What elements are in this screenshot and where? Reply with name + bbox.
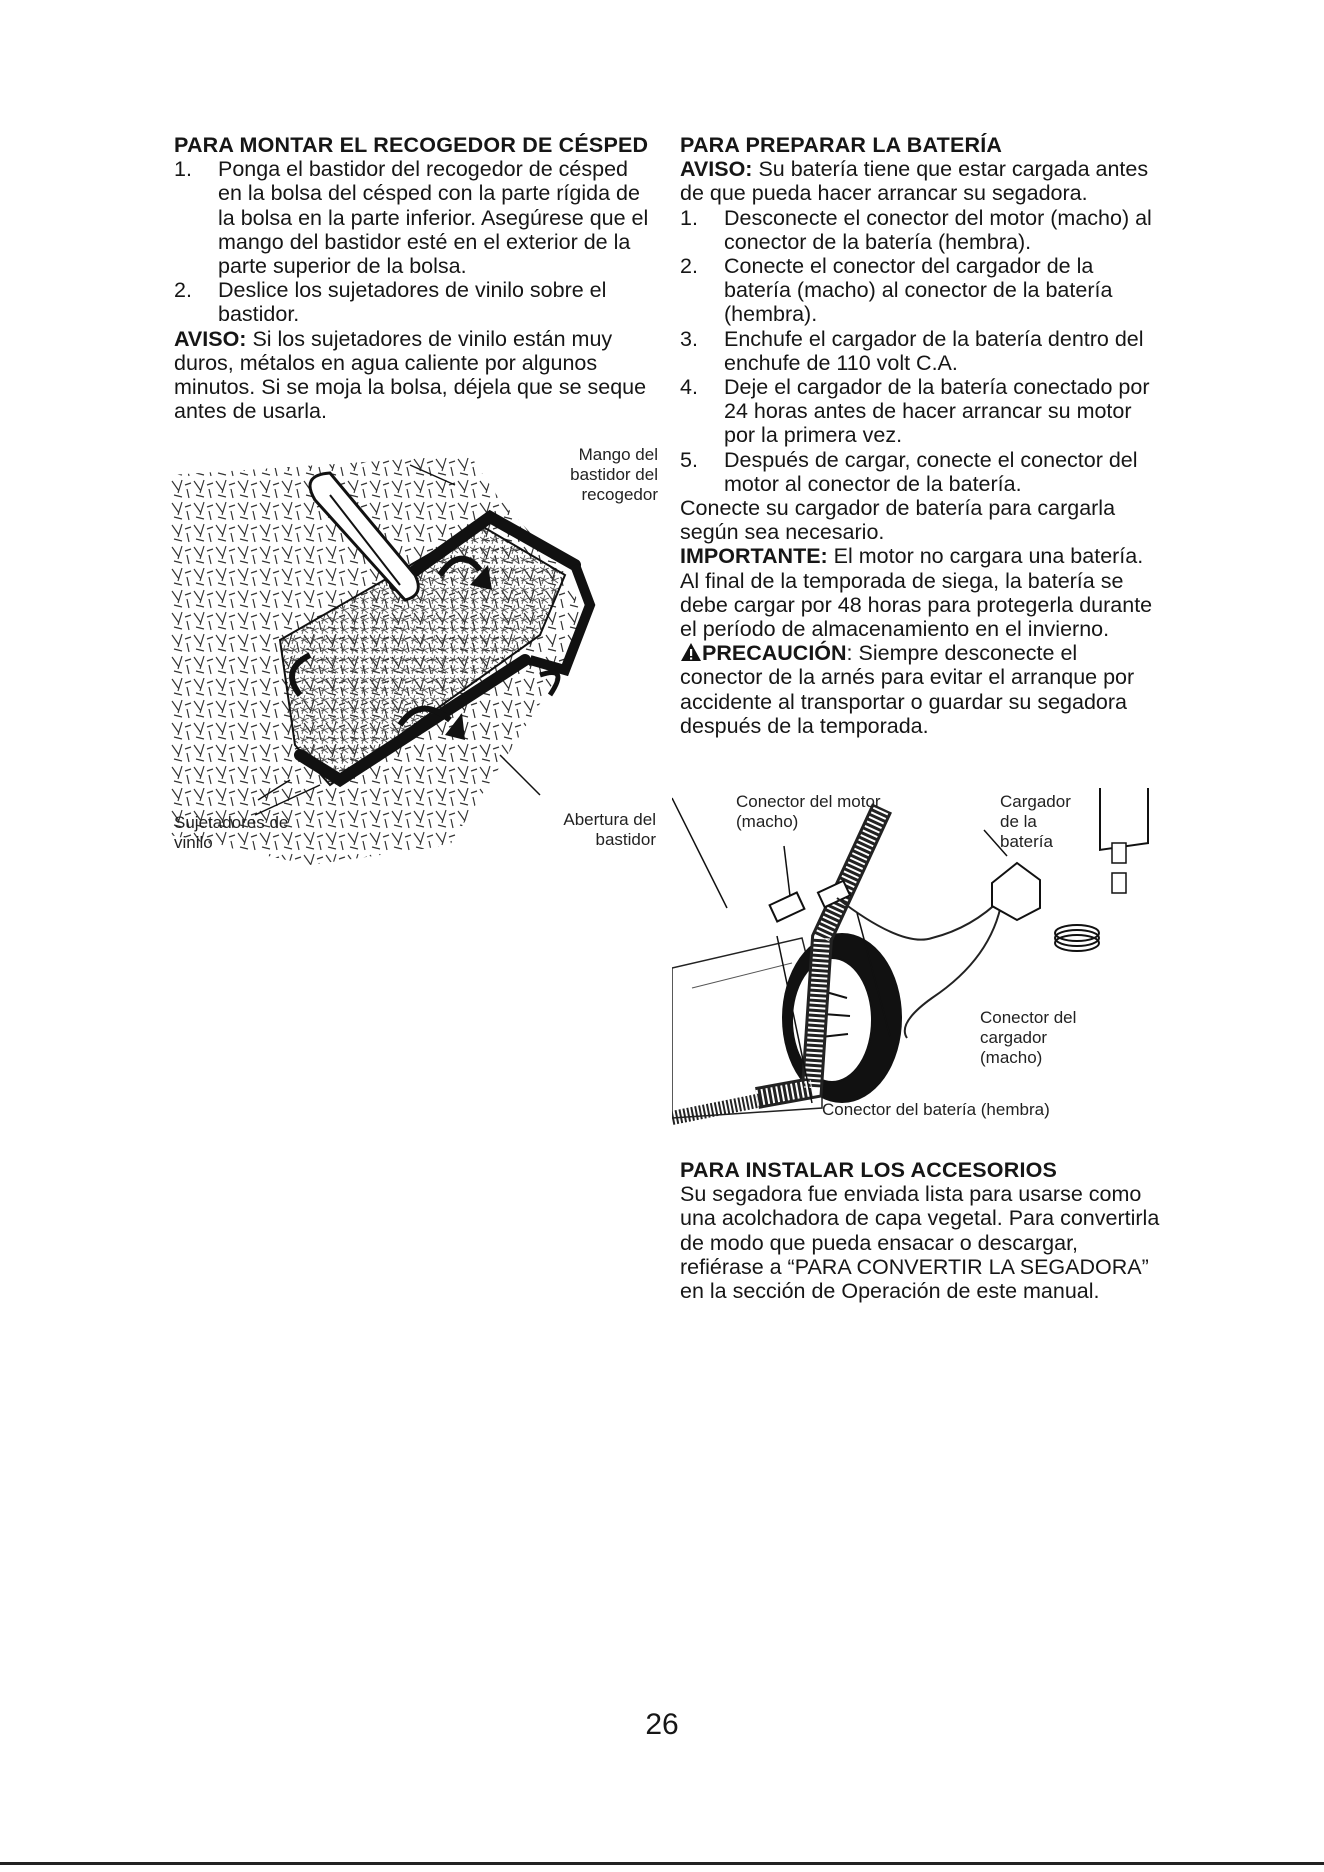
- important-paragraph: IMPORTANTE: El motor no cargara una batería.: [680, 544, 1144, 569]
- section-heading-accessories: PARA INSTALAR LOS ACCESORIOS: [680, 1158, 1058, 1182]
- charge-paragraph: Conecte su cargador de batería para cargarla según sea necesario.: [680, 496, 1116, 545]
- list-item: 3. Enchufe el cargador de la batería dentro del enchufe de 110 volt C.A.: [680, 326, 1144, 375]
- assembly-steps: [174, 157, 654, 326]
- battery-charger-illustration: [672, 788, 1172, 1128]
- list-item: 2. Conecte el conector del cargador de la batería (macho) al conector de la batería (hembra).: [680, 254, 1113, 327]
- page-number: 26: [645, 1708, 679, 1741]
- section-heading-grass-catcher: PARA MONTAR EL RECOGEDOR DE CÉSPED: [174, 133, 649, 157]
- list-item: 1. Ponga el bastidor del recogedor de césped en la bolsa del césped con la parte rígida de la bolsa en la parte inferior. Asegúrese que el mango del bastidor esté en el exterior de la parte superior de la bolsa.: [174, 157, 649, 279]
- accessories-paragraph: Su segadora fue enviada lista para usarse como una acolchadora de capa vegetal. Para convertirla de modo que pueda ensacar o descargar, refiérase a “PARA CONVERTIR LA SEGADORA” en la sección de Operación de este manual.: [680, 1182, 1160, 1304]
- bottom-rule: [0, 1862, 1324, 1865]
- section-heading-battery: PARA PREPARAR LA BATERÍA: [680, 133, 1003, 157]
- label-frame-opening: Abertura del bastidor: [563, 810, 656, 849]
- notice-paragraph: AVISO: Su batería tiene que estar cargada antes de que pueda hacer arrancar su segadora.: [680, 157, 1149, 206]
- battery-charger-drawing: [672, 788, 1172, 1128]
- list-item: 5. Después de cargar, conecte el conector del motor al conector de la batería.: [680, 447, 1138, 496]
- label-handle: Mango del bastidor del recogedor: [570, 445, 658, 504]
- list-item: 4. Deje el cargador de la batería conectado por 24 horas antes de hacer arrancar su motor por la primera vez.: [680, 375, 1150, 448]
- label-charger-connector: Conector del cargador (macho): [980, 1008, 1077, 1067]
- label-vinyl-clips: Sujetadores de vinilo: [174, 813, 289, 852]
- grass-catcher-illustration: [170, 445, 660, 865]
- grass-catcher-drawing: [170, 455, 660, 865]
- label-motor-connector: Conector del motor (macho): [736, 792, 881, 831]
- label-battery-connector: Conector del batería (hembra): [822, 1100, 1050, 1119]
- list-item: 2. Deslice los sujetadores de vinilo sobre el bastidor.: [174, 278, 607, 327]
- season-paragraph: Al final de la temporada de siega, la batería se debe cargar por 48 horas para protegerla durante el período de almacenamiento en el invierno.: [680, 568, 1153, 642]
- warning-triangle-icon: [680, 642, 702, 662]
- caution-paragraph: PRECAUCIÓN: Siempre desconecte el conector de la arnés para evitar el arranque por accidente al transportar o guardar su segadora después de la temporada.: [680, 641, 1135, 738]
- right-column: [680, 133, 1160, 738]
- label-battery-charger: Cargador de la batería: [1000, 792, 1071, 851]
- accessories-section: [680, 1158, 1160, 1303]
- battery-steps: [680, 206, 1160, 496]
- left-column: [174, 133, 654, 423]
- notice-paragraph: AVISO: Si los sujetadores de vinilo están muy duros, métalos en agua caliente por algunos minutos. Si se moja la bolsa, déjela que se seque antes de usarla.: [174, 326, 647, 424]
- list-item: 1. Desconecte el conector del motor (macho) al conector de la batería (hembra).: [680, 205, 1152, 254]
